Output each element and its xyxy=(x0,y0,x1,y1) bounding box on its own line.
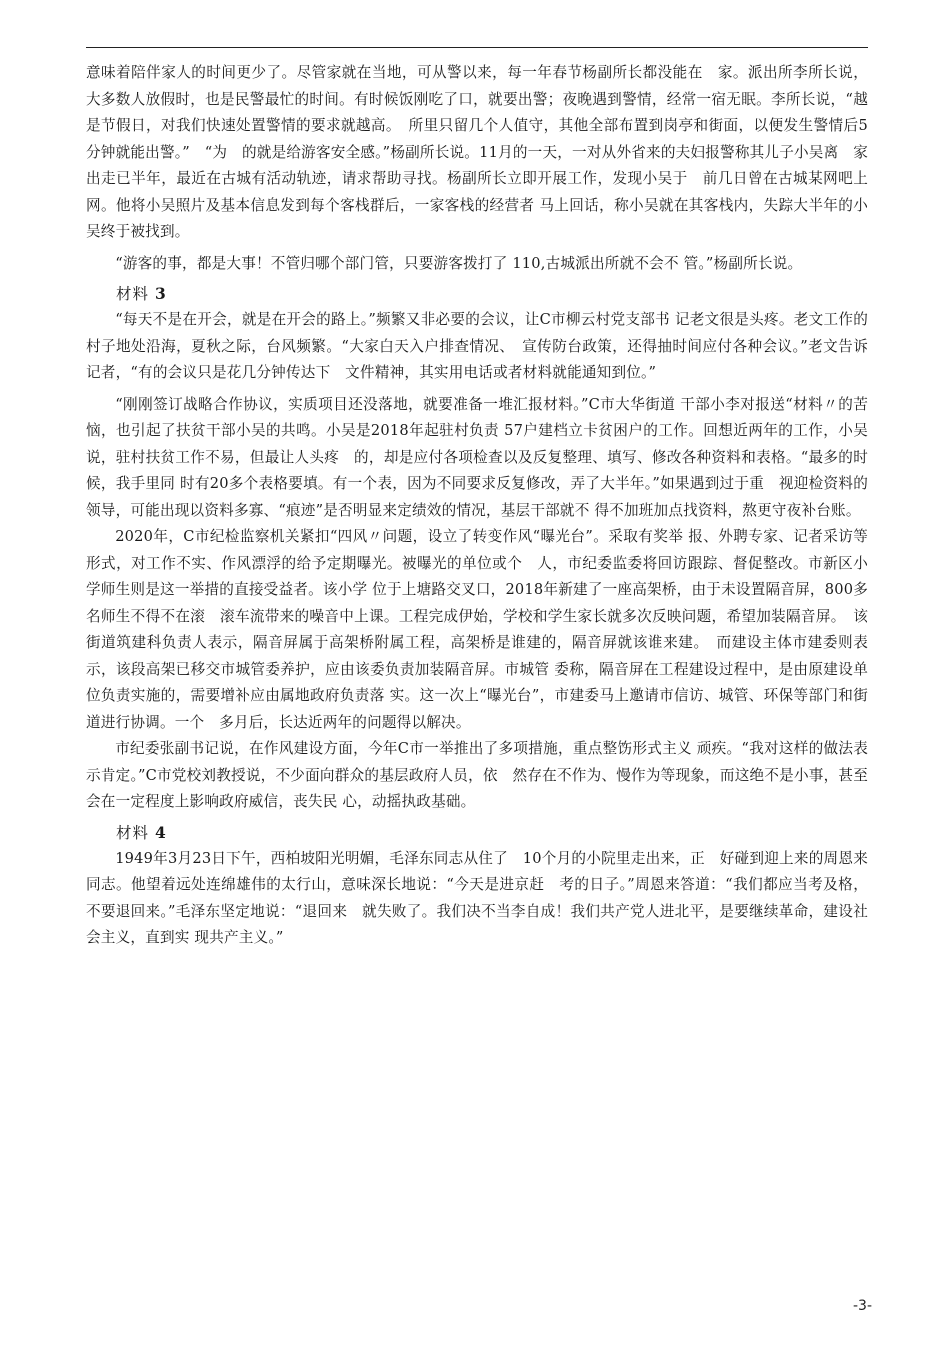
material-4-heading-number: 4 xyxy=(154,822,167,842)
material-4-heading-label: 材料 xyxy=(116,823,150,842)
material-3-heading xyxy=(86,281,868,307)
document-body xyxy=(86,60,868,952)
paragraph-quote: “游客的事，都是大事！不管归哪个部门管，只要游客拨打了 110,古城派出所就不会不 管。”杨副所长说。 xyxy=(115,254,803,272)
material-3-heading-label: 材料 xyxy=(116,285,150,303)
paragraph-continued: 意味着陪伴家人的时间更少了。尽管家就在当地，可从警以来，每一年春节杨副所长都没能在 家。派出所李所长说，大多数人放假时，也是民警最忙的时间。有时候饭刚吃了口，就要出警；夜晚遇到警情，经常一宿无眠。李所长说，“越是节假日，对我们快速处置警情的要求就越高。 所里只留几个人值守，其他全部布置到岗亭和街面，以便发生警情后5分钟就能出警。” “为 的就是给游客安全感。”杨副所长说。11月的一天，一对从外省来的夫妇报警称其儿子小吴离 家出走已半年，最近在古城有活动轨迹，请求帮助寻找。杨副所长立即开展工作，发现小吴于 前几日曾在古城某网吧上网。他将小吴照片及基本信息发到每个客栈群后，一家客栈的经营者 马上回话，称小吴就在其客栈内，失踪大半年的小吴终于被找到。 xyxy=(86,64,868,240)
page-number: -3- xyxy=(852,1298,872,1314)
material-3-paragraph: 2020年，C市纪检监察机关紧扣“四风〃问题，设立了转变作风“曝光台”。采取有奖举 报、外聘专家、记者采访等形式，对工作不实、作风漂浮的给予定期曝光。被曝光的单位或个 人，市纪委监委将回访跟踪、督促整改。市新区小学师生则是这一举措的直接受益者。该小学 位于上塘路交叉口，2018年新建了一座高架桥，由于未设置隔音屏，800多名师生不得不在滚 滚车流带来的噪音中上课。工程完成伊始，学校和学生家长就多次反映问题，希望加装隔音屏。 该街道筑建科负责人表示，隔音屏属于高架桥附属工程，高架桥是谁建的，隔音屏就该谁来建。 而建设主体市建委则表示，该段高架已移交市城管委养护，应由该委负责加装隔音屏。市城管 委称，隔音屏在工程建设过程中，是由原建设单位负责实施的，需要增补应由属地政府负责落 实。这一次上“曝光台”，市建委马上邀请市信访、城管、环保等部门和街道进行协调。一个 多月后，长达近两年的问题得以解决。 xyxy=(86,528,868,731)
header-rule xyxy=(86,47,868,48)
material-3-paragraph: “每天不是在开会，就是在开会的路上。”频繁又非必要的会议，让C市柳云村党支部书 记老文很是头疼。老文工作的村子地处沿海，夏秋之际，台风频繁。“大家白天入户排查情况、 宣传防台政策，还得抽时间应付各种会议。”老文告诉记者，“有的会议只是花几分钟传达下 文件精神，其实用电话或者材料就能通知到位。” xyxy=(86,311,868,381)
material-3-paragraph: “刚刚签订战略合作协议，实质项目还没落地，就要准备一堆汇报材料。”C市大华街道 干部小李对报送“材料〃的苦恼，也引起了扶贫干部小吴的共鸣。小吴是2018年起驻村负责 57户建档立卡贫困户的工作。回想近两年的工作，小吴说，驻村扶贫工作不易，但最让人头疼 的，却是应付各项检查以及反复整理、填写、修改各种资料和表格。“最多的时候，我手里同 时有20多个表格要填。有一个表，因为不同要求反复修改，弄了大半年。”如果遇到过于重 视迎检资料的领导，可能出现以资料多寡、“痕迹”是否明显来定绩效的情况，基层干部就不 得不加班加点找资料，熬更守夜补台账。 xyxy=(86,395,868,519)
material-4-heading xyxy=(86,820,868,846)
material-3-paragraph: 市纪委张副书记说，在作风建设方面，今年C市一举推出了多项措施，重点整饬形式主义 顽疾。“我对这样的做法表示肯定。”C市党校刘教授说，不少面向群众的基层政府人员，依 然存在不作为、慢作为等现象，而这绝不是小事，甚至会在一定程度上影响政府威信，丧失民 心，动摇执政基础。 xyxy=(86,740,868,810)
material-3-heading-number: 3 xyxy=(154,284,167,303)
material-4-paragraph: 1949年3月23日下午，西柏坡阳光明媚，毛泽东同志从住了 10个月的小院里走出来，正 好碰到迎上来的周恩来同志。他望着远处连绵雄伟的太行山，意味深长地说：“今天是进京赶 考的日子。”周恩来答道：“我们都应当考及格，不要退回来。”毛泽东坚定地说：“退回来 就失败了。我们决不当李自成！我们共产党人进北平，是要继续革命，建设社会主义，直到实 现共产主义。” xyxy=(86,849,868,946)
